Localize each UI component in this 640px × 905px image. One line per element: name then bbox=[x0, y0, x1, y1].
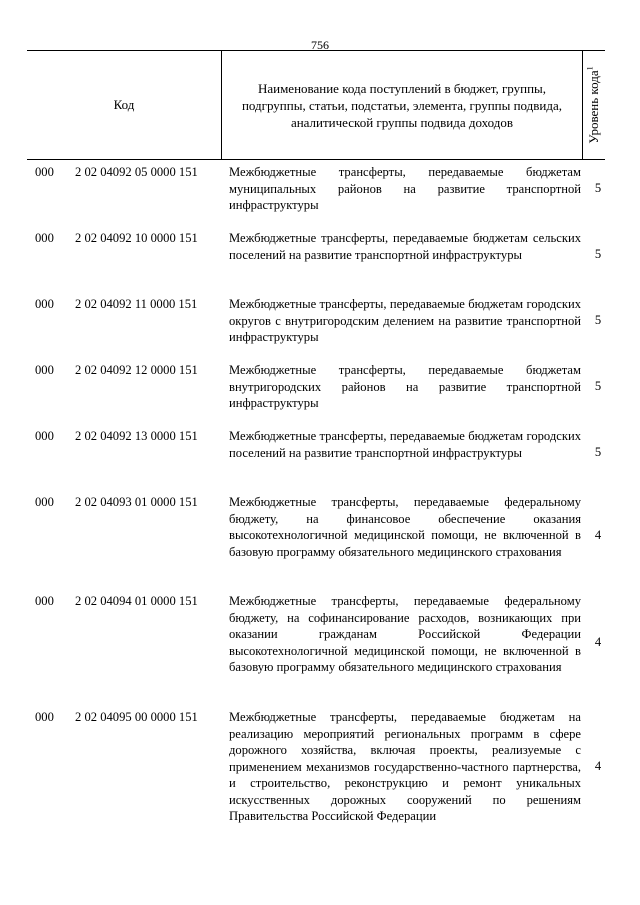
table-body bbox=[0, 164, 640, 829]
row-name: Межбюджетные трансферты, передаваемые бюджетам сельских поселений на развитие транспортной инфраструктуры bbox=[229, 231, 581, 262]
table-header bbox=[27, 50, 605, 160]
table-row bbox=[0, 362, 640, 428]
row-admin-code: 000 bbox=[35, 363, 54, 377]
row-level: 5 bbox=[594, 247, 602, 261]
row-admin-code: 000 bbox=[35, 710, 54, 724]
row-budget-code: 2 02 04092 10 0000 151 bbox=[75, 231, 198, 245]
row-budget-code: 2 02 04092 13 0000 151 bbox=[75, 429, 198, 443]
row-budget-code: 2 02 04092 12 0000 151 bbox=[75, 363, 198, 377]
row-admin-code: 000 bbox=[35, 165, 54, 179]
row-level: 5 bbox=[594, 181, 602, 195]
table-row bbox=[0, 494, 640, 593]
row-admin-code: 000 bbox=[35, 297, 54, 311]
row-budget-code: 2 02 04094 01 0000 151 bbox=[75, 594, 198, 608]
row-admin-code: 000 bbox=[35, 429, 54, 443]
table-row bbox=[0, 164, 640, 230]
row-admin-code: 000 bbox=[35, 495, 54, 509]
row-name: Межбюджетные трансферты, передаваемые бюджетам городских поселений на развитие транспортной инфраструктуры bbox=[229, 429, 581, 460]
code-column-header: Код bbox=[113, 96, 135, 112]
row-name: Межбюджетные трансферты, передаваемые бюджетам муниципальных районов на развитие транспортной инфраструктуры bbox=[229, 165, 581, 212]
row-level: 4 bbox=[594, 528, 602, 542]
row-level: 4 bbox=[594, 759, 602, 773]
level-column-header-text bbox=[586, 66, 603, 143]
row-name: Межбюджетные трансферты, передаваемые бюджетам на реализацию мероприятий региональных программ в сфере дорожного хозяйства, включая проекты, реализуемые с применением механизмов государственно-частного партнерства, и строительство, реконструкцию и ремонт уникальных искусственных дорожных сооружений по решениям Правительства Российской Федерации bbox=[229, 710, 581, 823]
row-level: 4 bbox=[594, 635, 602, 649]
row-name: Межбюджетные трансферты, передаваемые федеральному бюджету, на финансовое обеспечение оказания высокотехнологичной медицинской помощи, не включенной в базовую программу обязательного медицинского страхования bbox=[229, 495, 581, 559]
row-admin-code: 000 bbox=[35, 594, 54, 608]
row-level: 5 bbox=[594, 379, 602, 393]
level-footnote-mark: 1 bbox=[585, 66, 595, 71]
row-budget-code: 2 02 04095 00 0000 151 bbox=[75, 710, 198, 724]
table-row bbox=[0, 230, 640, 296]
name-column-header-text: Наименование кода поступлений в бюджет, группы, подгруппы, статьи, подстатьи, элемента, группы подвида, аналитической группы подвида доходов bbox=[241, 80, 563, 130]
row-budget-code: 2 02 04092 11 0000 151 bbox=[75, 297, 198, 311]
row-budget-code: 2 02 04093 01 0000 151 bbox=[75, 495, 198, 509]
table-row bbox=[0, 296, 640, 362]
table-row bbox=[0, 709, 640, 829]
row-name: Межбюджетные трансферты, передаваемые федеральному бюджету, на софинансирование расходов, возникающих при оказании гражданам Российской Федерации высокотехнологичной медицинской помощи, не включенной в базовую программу обязательного медицинского страхования bbox=[229, 594, 581, 674]
level-header-label: Уровень кода bbox=[585, 70, 601, 144]
table-row bbox=[0, 428, 640, 494]
table-row bbox=[0, 593, 640, 709]
level-column-header bbox=[583, 51, 605, 159]
row-level: 5 bbox=[594, 445, 602, 459]
name-column-header bbox=[221, 51, 583, 159]
page-number: 756 bbox=[311, 38, 329, 52]
row-budget-code: 2 02 04092 05 0000 151 bbox=[75, 165, 198, 179]
row-admin-code: 000 bbox=[35, 231, 54, 245]
row-name: Межбюджетные трансферты, передаваемые бюджетам внутригородских районов на развитие транспортной инфраструктуры bbox=[229, 363, 581, 410]
row-level: 5 bbox=[594, 313, 602, 327]
row-name: Межбюджетные трансферты, передаваемые бюджетам городских округов с внутригородским делением на развитие транспортной инфраструктуры bbox=[229, 297, 581, 344]
